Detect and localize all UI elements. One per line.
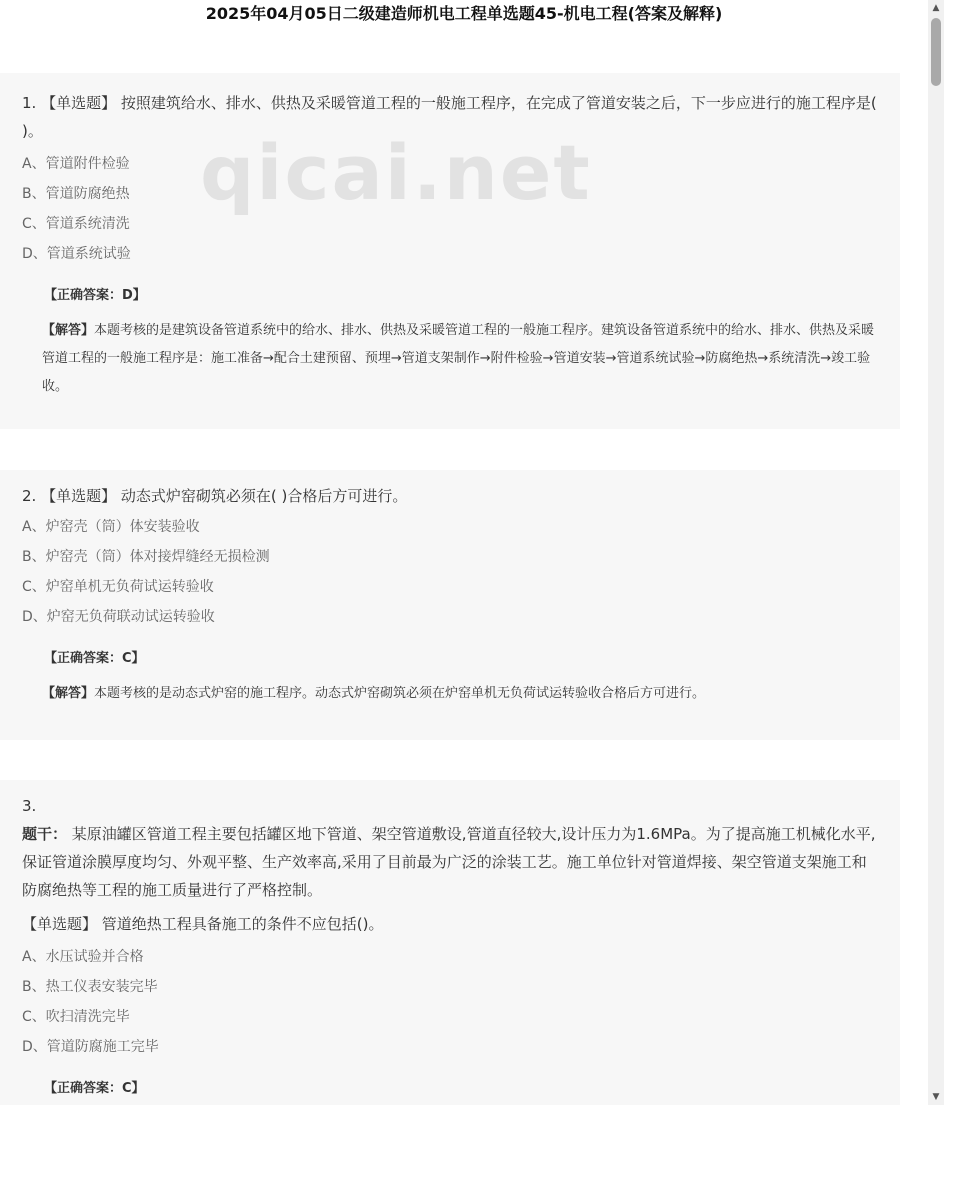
option-a[interactable]: A、水压试验并合格	[22, 949, 144, 965]
stem-text: 某原油罐区管道工程主要包括罐区地下管道、架空管道敷设,管道直径较大,设计压力为1.6MPa。为了提高施工机械化水平,保证管道涂膜厚度均匀、外观平整、生产效率高,采用了目前最为广泛的涂装工艺。施工单位针对管道焊接、架空管道支架施工和防腐绝热等工程的施工质量进行了严格控制。	[22, 825, 876, 899]
option-d[interactable]: D、管道系统试验	[22, 246, 131, 262]
option-b[interactable]: B、管道防腐绝热	[22, 186, 130, 202]
analysis-label: 【解答】	[42, 686, 95, 701]
question-body: 动态式炉窑砌筑必须在( )合格后方可进行。	[120, 487, 408, 505]
question-text	[22, 910, 878, 938]
analysis-text: 本题考核的是动态式炉窑的施工程序。动态式炉窑砌筑必须在炉窑单机无负荷试运转验收合格后方可进行。	[94, 686, 706, 701]
option-c[interactable]: C、吹扫清洗完毕	[22, 1009, 130, 1025]
scrollbar-thumb[interactable]	[931, 18, 941, 86]
option-a[interactable]: A、管道附件检验	[22, 156, 130, 172]
watermark: qicai.net	[200, 128, 592, 217]
question-number: 1.	[22, 94, 37, 112]
page-title: 2025年04月05日二级建造师机电工程单选题45-机电工程(答案及解释)	[205, 4, 723, 23]
analysis	[42, 317, 878, 401]
analysis-text: 本题考核的是建筑设备管道系统中的给水、排水、供热及采暖管道工程的一般施工程序。建筑设备管道系统中的给水、排水、供热及采暖管道工程的一般施工程序是：施工准备→配合土建预留、预埋→管道支架制作→附件检验→管道安装→管道系统试验→防腐绝热→系统清洗→竣工验收。	[42, 323, 875, 394]
question-type-tag: 【单选题】	[41, 487, 117, 505]
stem-label: 题干：	[22, 825, 68, 843]
question-body: 按照建筑给水、排水、供热及采暖管道工程的一般施工程序，在完成了管道安装之后，下一步应进行的施工程序是( )。	[22, 94, 877, 140]
vertical-scrollbar[interactable]	[928, 0, 944, 1105]
analysis-label: 【解答】	[42, 323, 95, 338]
analysis	[42, 680, 878, 708]
question-number: 3.	[22, 797, 37, 815]
option-d[interactable]: D、炉窑无负荷联动试运转验收	[22, 609, 215, 625]
question-number: 2.	[22, 487, 37, 505]
question-card-2	[0, 470, 900, 740]
question-text	[22, 89, 878, 145]
scroll-up-arrow-icon[interactable]: ▲	[932, 3, 940, 13]
question-type-tag: 【单选题】	[41, 94, 117, 112]
correct-answer: 【正确答案：D】	[44, 288, 146, 303]
correct-answer: 【正确答案：C】	[44, 1081, 145, 1096]
option-a[interactable]: A、炉窑壳（筒）体安装验收	[22, 519, 200, 535]
question-card-1	[0, 73, 900, 429]
question-card-3	[0, 780, 900, 1105]
scroll-down-arrow-icon[interactable]: ▼	[932, 1092, 940, 1102]
question-body: 管道绝热工程具备施工的条件不应包括()。	[101, 915, 384, 933]
option-b[interactable]: B、热工仪表安装完毕	[22, 979, 158, 995]
option-b[interactable]: B、炉窑壳（筒）体对接焊缝经无损检测	[22, 549, 270, 565]
option-d[interactable]: D、管道防腐施工完毕	[22, 1039, 159, 1055]
option-c[interactable]: C、管道系统清洗	[22, 216, 130, 232]
question-stem	[22, 820, 878, 904]
option-c[interactable]: C、炉窑单机无负荷试运转验收	[22, 579, 214, 595]
question-text	[22, 482, 878, 510]
correct-answer: 【正确答案：C】	[44, 651, 145, 666]
question-type-tag: 【单选题】	[22, 915, 98, 933]
